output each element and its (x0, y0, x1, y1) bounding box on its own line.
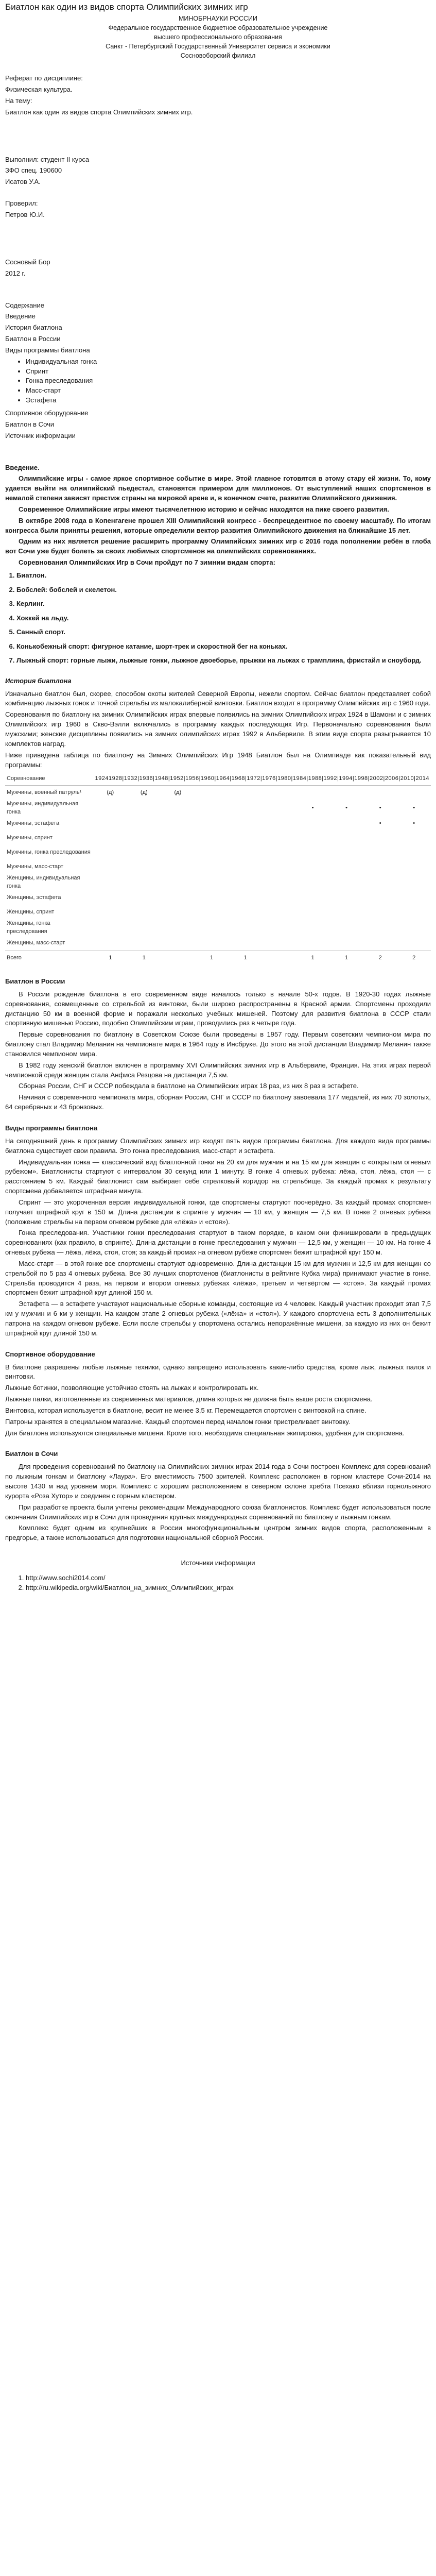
medals-row (5, 860, 431, 874)
medals-cell (93, 905, 127, 920)
medals-years-header: 19241928|1932|1936|1948|1952|1956|1960|1964|1968|1972|1976|1980|1984|1988|1992|1994|1998|2002|2006|2010|2014 (93, 773, 431, 786)
medals-cell (397, 860, 431, 874)
medals-cell (93, 817, 127, 831)
medals-cell (127, 874, 161, 891)
history-paragraph: Соревнования по биатлону на зимних Олимпийских играх впервые появились на зимних Олимпийских играх 1924 в Шамони и с зимних Олимпийских игр 1960 в Скво-Вэлли включались в программу каждых последующих Игр. Первоначально соревнования были мужскими; женские дисциплины появились на зимних олимпийских играх 1992 в Альбервиле. В этим виде спорта разыгрывается 10 комплектов наград. (5, 710, 431, 748)
medals-header-label: Соревнование (5, 773, 93, 786)
source-link[interactable]: 1. http://www.sochi2014.com/ (26, 1573, 431, 1583)
source-link[interactable]: 2. http://ru.wikipedia.org/wiki/Биатлон_на_зимних_Олимпийских_играх (26, 1583, 431, 1593)
sochi-paragraph: Для проведения соревнований по биатлону на Олимпийских зимних играх 2014 года в Сочи построен Комплекс для соревнований по лыжным гонкам и биатлону «Лаура». Его вместимость 7500 зрителей. Комплекс расположен в горном кластере Сочи-2014 на высоте 1430 м над уровнем моря. Комплекс с хорошим расположением в северном склоне хребта Псехако вблизи горнолыжного курорта «Роза Хутор» и соединен с горным кластером. (5, 1463, 431, 1500)
medals-row (5, 817, 431, 831)
medals-cell: • (413, 820, 415, 827)
medals-cell (229, 874, 263, 891)
programs-paragraph: Эстафета — в эстафете участвуют национальные сборные команды, состоящие из 4 человек. Каждый участник проходит этап 7,5 км у мужчин и 6 км у женщин. На каждом этапе 2 огневых рубежа («лёжа» и «стоя»). У каждого спортсмена есть 3 дополнительных патрона на каждом огневом рубеже. Если после стрельбы у спортсмена остались непоражённые мишени, за каждую из них он бежит штрафной круг длиной 150 м. (5, 1300, 431, 1337)
medals-cell (229, 786, 263, 801)
medals-cell (397, 891, 431, 905)
medals-total-cell (262, 951, 296, 966)
medals-cell: • (311, 805, 314, 811)
topic-value: Биатлон как один из видов спорта Олимпийских зимних игр. (5, 108, 193, 116)
medals-row-label: Женщины, спринт (7, 909, 55, 916)
intro-paragraph: Олимпийские игры - самое яркое спортивное событие в мире. Этой главное готовятся в этому стару ей жизни. То, кому удается выйти на олимпийский пьедестал, становятся примером для миллионов. От выступлений наших спортсменов в немалой степени зависят престиж страны на мировой арене и, в конечном счете, развитие Олимпийского движения. (5, 474, 431, 502)
sources-list (5, 1573, 431, 1593)
medals-row-label: Мужчины, масс-старт (7, 863, 63, 870)
medals-total-cell: 1 (229, 951, 263, 966)
programs-paragraph: Масс-старт — в этой гонке все спортсмены стартуют одновременно. Длина дистанции 15 км для мужчин и 12,5 км для женщин со стрельбой по 5 раз 4 огневых рубежа. Все 30 лучших спортсменов (биатлонисты в рейтинге Кубка мира) принимают участие в гонке. Стрельба проводится 4 раза, на первом и втором огневых рубежах «лёжа», третьем и четвёртом — «стоя». За каждый промах спортсмен бежит штрафной круг длиной 150 м. (5, 1259, 431, 1297)
sochi-heading: Биатлон в Сочи (5, 1450, 58, 1458)
contents-subitem: • Масс-старт (26, 386, 431, 396)
equipment-paragraph: В биатлоне разрешены любые лыжные техники, однако запрещено использовать какие-либо средства, кроме лыж, лыжных палок и винтовки. (5, 1363, 431, 1381)
medals-cell (296, 920, 330, 936)
medals-cell (329, 936, 363, 951)
institution-line-3: Санкт - Петербургский Государственный Университет сервиса и экономики (106, 43, 330, 50)
equipment-paragraph: Лыжные палки, изготовленные из современных материалов, длина которых не должна быть выше роста спортсмена. (5, 1395, 373, 1403)
contents-subitem: • Спринт (26, 367, 431, 377)
city: Сосновый Бор (5, 258, 50, 266)
medals-cell (262, 786, 296, 801)
medals-cell (195, 831, 229, 845)
medals-cell (127, 920, 161, 936)
contents-item: Биатлон в России (5, 335, 61, 343)
medals-cell (195, 817, 229, 831)
medals-cell (161, 817, 195, 831)
medals-cell (229, 800, 263, 817)
medals-cell (262, 831, 296, 845)
header-block (5, 14, 431, 61)
medals-cell (262, 936, 296, 951)
medals-cell: • (379, 805, 381, 811)
russia-section (5, 977, 431, 1112)
medals-row-label: Женщины, масс-старт (7, 940, 65, 946)
intro-paragraph: Современное Олимпийские игры имеют тысячелетнюю историю и сейчас находятся на пике своего развития. (19, 505, 389, 513)
medals-cell (329, 891, 363, 905)
medals-cell (161, 891, 195, 905)
medals-cell (127, 845, 161, 860)
medals-cell (296, 905, 330, 920)
medals-cell (229, 845, 263, 860)
medals-cell (195, 874, 229, 891)
medals-row-label: Мужчины, спринт (7, 835, 53, 841)
medals-cell: (д) (174, 789, 182, 796)
medals-cell (296, 891, 330, 905)
medals-cell (397, 905, 431, 920)
ministry-line: МИНОБРНАУКИ РОССИИ (179, 14, 257, 22)
medals-cell (195, 920, 229, 936)
equipment-heading: Спортивное оборудование (5, 1350, 95, 1358)
sochi-paragraph: При разработке проекта были учтены рекомендации Международного союза биатлонистов. Комплекс будет использоваться после окончания Олимпийских игр в Сочи для проведения крупных международных соревнований по биатлону и лыжным гонкам. (5, 1503, 431, 1521)
medals-cell (127, 831, 161, 845)
medals-cell (262, 845, 296, 860)
discipline-value: Физическая культура. (5, 86, 73, 94)
medals-cell (229, 891, 263, 905)
medals-cell (195, 891, 229, 905)
medals-cell: (д) (107, 789, 114, 796)
performed-by: Выполнил: студент II курса (5, 155, 90, 163)
group: ЗФО спец. 190600 (5, 166, 62, 175)
medals-cell (329, 874, 363, 891)
medals-cell (296, 831, 330, 845)
medals-row (5, 905, 431, 920)
medals-cell (161, 874, 195, 891)
medals-cell (296, 845, 330, 860)
contents-label: Содержание (5, 301, 44, 309)
equipment-paragraph: Для биатлона используются специальные мишени. Кроме того, необходима специальная экипировка, удобная для спортсмена. (5, 1429, 405, 1437)
medals-cell (161, 800, 195, 817)
medals-cell (363, 845, 397, 860)
medals-cell (296, 936, 330, 951)
topic-label: На тему: (5, 96, 32, 105)
medals-table (5, 773, 431, 965)
medals-cell (329, 786, 363, 801)
medals-cell (329, 920, 363, 936)
medals-cell (329, 905, 363, 920)
medals-cell (296, 817, 330, 831)
programs-heading: Виды программы биатлона (5, 1124, 98, 1132)
medals-cell (397, 786, 431, 801)
sport-item: 4. Хоккей на льду. (16, 614, 431, 623)
medals-row-label: Мужчины, военный патруль¹ (7, 789, 82, 796)
student-name: Исатов У.А. (5, 178, 41, 186)
medals-cell (127, 891, 161, 905)
medals-cell (93, 920, 127, 936)
intro-heading: Введение. (5, 463, 40, 471)
contents-sublist (5, 357, 431, 405)
medals-row (5, 920, 431, 936)
medals-cell (161, 936, 195, 951)
contents-item: История биатлона (5, 324, 62, 332)
contents-item: Источник информации (5, 431, 76, 439)
contents-item: Введение (5, 312, 36, 320)
sports-list (5, 571, 431, 665)
table-of-contents (5, 301, 431, 441)
programs-section (5, 1124, 431, 1338)
medals-cell (161, 845, 195, 860)
medals-cell (127, 817, 161, 831)
medals-total-cell (161, 951, 195, 966)
intro-paragraph: В октябре 2008 года в Копенгагене прошел XIII Олимпийский конгресс - беспрецедентное по своему масштабу. По итогам конгресса были приняты решения, которые определили вектор развития Олимпийского движения на ближайшие 15 лет. (5, 516, 431, 534)
sport-item: 2. Бобслей: бобслей и скелетон. (16, 585, 431, 595)
equipment-section (5, 1350, 431, 1438)
medals-cell (93, 891, 127, 905)
medals-cell (93, 936, 127, 951)
checker-name: Петров Ю.И. (5, 211, 45, 219)
medals-cell (161, 920, 195, 936)
medals-cell (363, 860, 397, 874)
medals-cell (329, 817, 363, 831)
medals-cell (229, 920, 263, 936)
medals-cell (195, 786, 229, 801)
medals-row-label: Женщины, гонка преследования (7, 920, 50, 935)
medals-cell (363, 786, 397, 801)
medals-cell: • (379, 820, 381, 827)
medals-cell: • (413, 805, 415, 811)
history-paragraph: Ниже приведена таблица по биатлону на Зимних Олимпийских Игр 1948 Биатлон был на Олимпиаде как показательный вид программы: (5, 751, 431, 769)
medals-cell (363, 874, 397, 891)
russia-paragraph: Начиная с современного чемпионата мира, сборная России, СНГ и СССР по биатлону завоевала 177 медалей, из них 70 золотых, 64 серебряных и 43 бронзовых. (5, 1093, 431, 1111)
medals-cell (229, 905, 263, 920)
medals-cell (262, 920, 296, 936)
medals-row (5, 800, 431, 817)
intro-paragraph: Одним из них является решение расширить программу Олимпийских зимних игр с 2016 года пополнении ребён в глоба вот Сочи уже будет болеть за своих любимых спортсменов на олимпийских соревнованиях. (5, 537, 431, 555)
programs-paragraph: Спринт — это укороченная версия индивидуальной гонки, где спортсмены стартуют поочерёдно. За каждый промах спортсмен получает штрафной круг в 150 м. Длина дистанции в спринте у мужчин — 10 км, у женщин — 7,5 км. В гонке 2 огневых рубежа (положение стрельбы на первом огневом рубеже для «лёжа» и «стоя»). (5, 1198, 431, 1226)
medals-cell (195, 905, 229, 920)
sport-item: 6. Конькобежный спорт: фигурное катание, шорт-трек и скоростной бег на коньках. (16, 642, 431, 651)
sport-item: 3. Керлинг. (16, 599, 431, 608)
medals-cell (229, 936, 263, 951)
medals-row (5, 874, 431, 891)
medals-cell (397, 831, 431, 845)
medals-cell (229, 817, 263, 831)
medals-row (5, 786, 431, 801)
medals-cell (127, 860, 161, 874)
medals-cell (296, 860, 330, 874)
programs-paragraph: Индивидуальная гонка — классический вид биатлонной гонки на 20 км для мужчин и на 15 км для женщин с «открытым огневым рубежом». Биатлонисты стартуют с интервалом 30 секунд или 1 минуту. В гонке 4 огневых рубежа: лёжа, стоя, лёжа, стоя — с расстоянием 5 км. Каждый биатлонист сам выбирает себе стрелковый коридор на стрельбище. За каждый промах к результату спортсмена добавляется штрафная минута. (5, 1158, 431, 1195)
history-section (5, 676, 431, 965)
sochi-section (5, 1449, 431, 1543)
medals-row (5, 936, 431, 951)
sport-item: 1. Биатлон. (16, 571, 431, 580)
medals-cell (229, 831, 263, 845)
medals-cell (363, 891, 397, 905)
medals-cell (363, 936, 397, 951)
discipline-label: Реферат по дисциплине: (5, 74, 83, 82)
medals-cell (296, 786, 330, 801)
medals-total-cell: 2 (397, 951, 431, 966)
russia-heading: Биатлон в России (5, 977, 65, 985)
medals-cell (161, 905, 195, 920)
medals-cell (127, 800, 161, 817)
medals-cell (397, 920, 431, 936)
checked-label: Проверил: (5, 199, 38, 208)
medals-cell (127, 936, 161, 951)
institution-line-2: высшего профессионального образования (154, 33, 282, 41)
sport-item: 5. Санный спорт. (16, 628, 431, 637)
sources-heading: Источники информации (181, 1559, 255, 1567)
history-paragraph: Изначально биатлон был, скорее, способом охоты жителей Северной Европы, нежели спортом. Сейчас биатлон представляет собой комбинацию лыжных гонок и точной стрельбы из малокалиберной винтовки. Биатлон входит в программу Олимпийских игр с 1960 года. (5, 689, 431, 707)
medals-cell (93, 831, 127, 845)
sochi-paragraph: Комплекс будет одним из крупнейших в России многофункциональным центром зимних видов спорта, расположенным в предгорье, а также использоваться для подготовки национальной сборной России. (5, 1524, 431, 1542)
russia-paragraph: В 1982 году женский биатлон включен в программу XVI Олимпийских зимних игр в Альбервиле, Франция. На этих играх первой чемпионкой среди женщин стала Анфиса Резцова на дистанции 7,5 км. (5, 1061, 431, 1079)
medals-cell (329, 860, 363, 874)
contents-subitem: • Эстафета (26, 396, 431, 405)
russia-paragraph: Сборная России, СНГ и СССР побеждала в биатлоне на Олимпийских играх 18 раз, из них 8 раз в эстафете. (19, 1082, 359, 1090)
medals-total-cell: 2 (363, 951, 397, 966)
russia-paragraph: Первые соревнования по биатлону в Советском Союзе были проведены в 1957 году. Первым советским чемпионом мира по биатлону стал Владимир Меланин на чемпионате мира в 1964 году в Инсбруке. До этого на этой дистанции Владимир Меланин также становился чемпионом мира. (5, 1030, 431, 1058)
medals-cell: (д) (140, 789, 148, 796)
medals-cell (262, 874, 296, 891)
medals-total-cell: 1 (195, 951, 229, 966)
medals-cell (93, 845, 127, 860)
medals-row (5, 845, 431, 860)
medals-cell (93, 874, 127, 891)
medals-cell (397, 874, 431, 891)
medals-total-cell: 1 (127, 951, 161, 966)
medals-cell (262, 817, 296, 831)
medals-row-label: Мужчины, гонка преследования (7, 849, 91, 856)
medals-cell (262, 860, 296, 874)
medals-cell (363, 905, 397, 920)
programs-paragraph: На сегодняшний день в программу Олимпийских зимних игр входят пять видов программы биатлона. Для каждого вида программы биатлона существует свои правила. Это гонка преследования, масс-старт и эстафета. (5, 1137, 431, 1155)
institution-line-1: Федеральное государственное бюджетное образовательное учреждение (108, 24, 328, 31)
medals-cell (161, 860, 195, 874)
equipment-paragraph: Лыжные ботинки, позволяющие устойчиво стоять на лыжах и контролировать их. (5, 1384, 259, 1392)
medals-cell (329, 845, 363, 860)
equipment-paragraph: Патроны хранятся в специальном магазине. Каждый спортсмен перед началом гонки пристреливает винтовку. (5, 1417, 351, 1426)
medals-total-cell: 1 (329, 951, 363, 966)
medals-cell (127, 905, 161, 920)
contents-item: Спортивное оборудование (5, 409, 89, 417)
medals-cell (93, 800, 127, 817)
medals-cell: • (345, 805, 348, 811)
medals-total-cell: 1 (93, 951, 127, 966)
page-title: Биатлон как один из видов спорта Олимпийских зимних игр (5, 2, 248, 12)
history-heading: История биатлона (5, 676, 72, 685)
medals-row (5, 831, 431, 845)
contents-item: Биатлон в Сочи (5, 420, 55, 428)
equipment-paragraph: Винтовка, которая используется в биатлоне, весит не менее 3,5 кг. Перемещается спортсмен с винтовкой на спине. (5, 1406, 367, 1414)
intro-section (5, 463, 431, 665)
medals-cell (262, 905, 296, 920)
sport-item: 7. Лыжный спорт: горные лыжи, лыжные гонки, лыжное двоеборье, прыжки на лыжах с трамплина, фристайл и сноуборд. (16, 656, 431, 665)
medals-cell (262, 800, 296, 817)
contents-subitem: • Индивидуальная гонка (26, 357, 431, 367)
medals-cell (195, 936, 229, 951)
intro-paragraph: Соревнования Олимпийских Игр в Сочи пройдут по 7 зимним видам спорта: (19, 558, 275, 567)
medals-cell (363, 831, 397, 845)
year: 2012 г. (5, 269, 26, 277)
medals-row-label: Мужчины, эстафета (7, 820, 60, 827)
medals-cell (262, 891, 296, 905)
medals-cell (397, 845, 431, 860)
medals-cell (195, 860, 229, 874)
medals-total-cell: 1 (296, 951, 330, 966)
medals-row (5, 891, 431, 905)
programs-paragraph: Гонка преследования. Участники гонки преследования стартуют в таком порядке, в каком они финишировали в предыдущих соревнованиях (как правило, в спринте). Длина дистанции в гонке преследования у мужчин — 12,5 км, у женщин — 10 км. На гонке 4 огневых рубежа — лёжа, лёжа, стоя, стоя; за каждый промах на огневом рубеже спортсмен бежит штрафной круг 150 м. (5, 1229, 431, 1257)
medals-cell (363, 920, 397, 936)
medals-cell (93, 860, 127, 874)
medals-cell (397, 936, 431, 951)
medals-row-label: Женщины, индивидуальная гонка (7, 875, 80, 890)
medals-row-label: Мужчины, индивидуальная гонка (7, 801, 79, 816)
medals-total-label: Всего (5, 951, 93, 966)
medals-cell (296, 874, 330, 891)
medals-cell (195, 800, 229, 817)
contents-subitem: • Гонка преследования (26, 376, 431, 386)
medals-cell (329, 831, 363, 845)
sources-section (5, 1558, 431, 1593)
medals-cell (229, 860, 263, 874)
contents-item: Виды программы биатлона (5, 346, 90, 354)
russia-paragraph: В России рождение биатлона в его современном виде началось только в начале 50-х годов. В 1920-30 годах лыжные соревнования, совмещенные со стрельбой из винтовки, были широко распространены в Красной армии. Спортсмены проходили дистанцию 50 км в военной форме и поражали несколько учебных мишеней. Поэтому для развития биатлона в СССР стали спортивную мишенью Россию, подобно Олимпийским играм, проводились раз в четыре года. (5, 990, 431, 1027)
medals-row-label: Женщины, эстафета (7, 894, 61, 901)
institution-line-4: Сосновоборский филиал (180, 52, 256, 60)
medals-cell (195, 845, 229, 860)
medals-cell (161, 831, 195, 845)
